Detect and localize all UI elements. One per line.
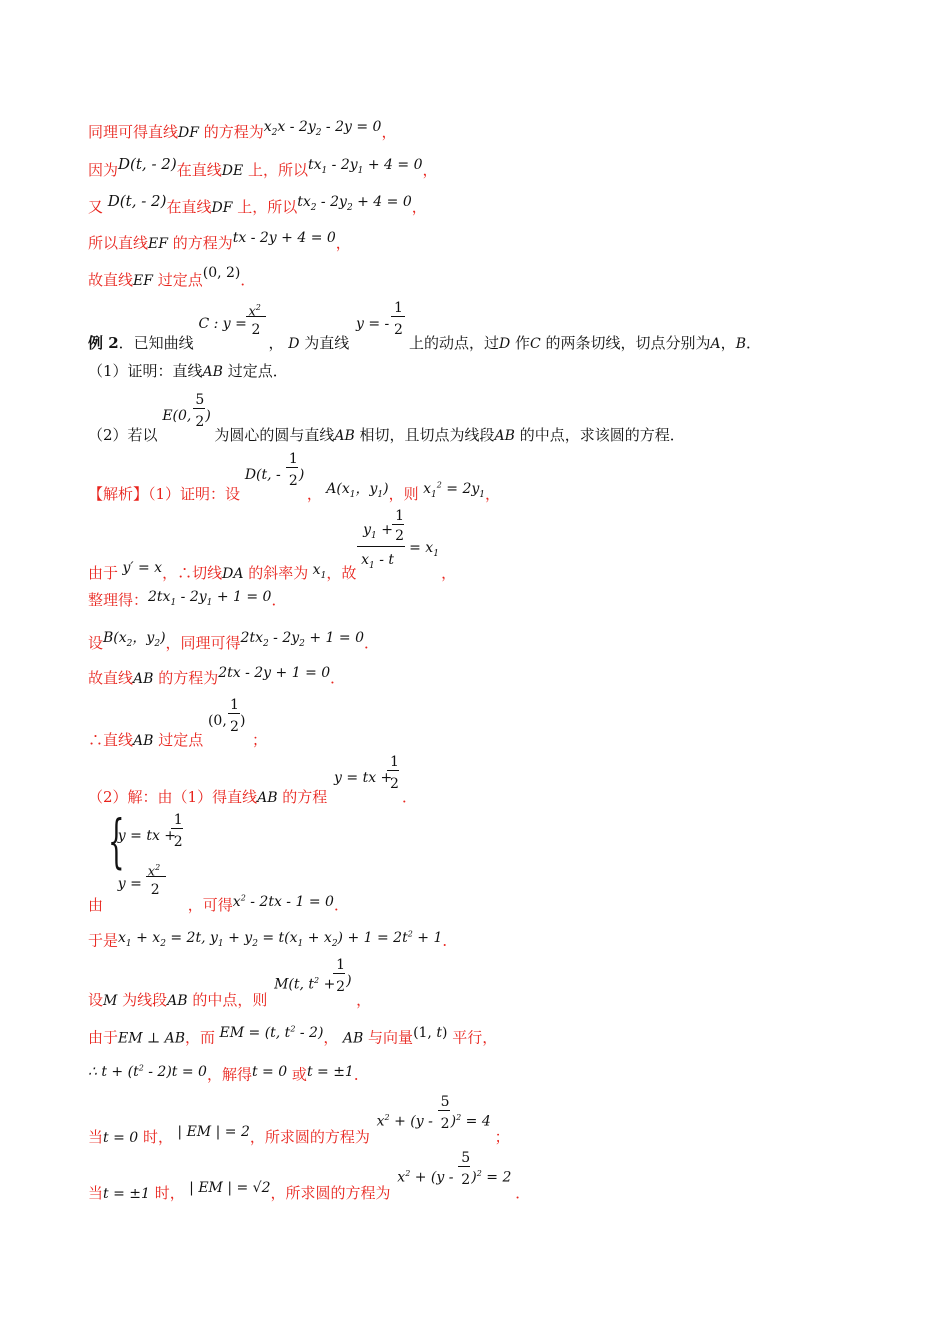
solution-line: 故直线AB 的方程为2tx - 2y + 1 = 0．: [88, 665, 346, 687]
solution-line: 故直线EF 过定点(0, 2)．: [88, 265, 256, 289]
solution-heading: 【解析】（1）证明：设 D(t, - 1 2 ) ， $A(x_1$，$y_1$)，则 $x_1^2 = 2y_1$，: [88, 451, 501, 503]
question-1: （1）证明：直线AB 过定点．: [88, 362, 288, 380]
system-line: 由 { y = tx + 1 2 y = $x^2$ 2 ，可得$x^2 - 2tx - 1 = 0$．: [88, 807, 349, 914]
solution-line: 设$B(x_2$，$y_2$)，同理可得$2tx_2 - 2y_2 + 1 = 0$．: [88, 630, 379, 652]
solution-line: 于是$x_1 + x_2 = 2t$, $y_1 + y_2 = t(x_1 + x_2) + 1 = 2t^2 + 1$．: [88, 929, 458, 950]
question-2: （2）若以 E(0, 5 2 ) 为圆心的圆与直线AB 相切，且切点为线段AB 的中点，求该圆的方程．: [88, 392, 685, 444]
solution-line: 又 D(t, - 2)在直线DF 上，所以$tx_2 - 2y_2 + 4 = 0$，: [88, 192, 427, 216]
solution-line: 由于EM ⊥ AB，而 EM = (t, $t^2 - 2$)， AB 与向量(1, t) 平行，: [88, 1024, 498, 1047]
solution-line: 所以直线EF 的方程为tx - 2y + 4 = 0，: [88, 230, 351, 252]
solution-line: 因为D(t, - 2)在直线DE 上，所以$tx_1 - 2y_1 + 4 = 0$，: [88, 155, 438, 179]
example-2-statement: 例 2．已知曲线 C : y = $x^2$ 2 ， D 为直线 y = - 1 2 上的动点，过D 作C 的两条切线，切点分别为A，B．: [88, 300, 761, 352]
solution-line: 整理得：$2tx_1 - 2y_1 + 1 = 0$．: [88, 589, 287, 609]
text: 同理可得直线: [88, 123, 179, 141]
solution-line: 当t = 0 时， | EM | = 2，所求圆的方程为 $x^2 + (y$ - 5 2 )$^2$ = 4 ；: [88, 1094, 510, 1146]
solution-line: 由于 y′ = x，∴切线DA 的斜率为 $x_1$，故 $y_1$ + 1 2 $x_1$ - t = $x_1$ ，: [88, 508, 457, 582]
solution-line: ∴直线AB 过定点 (0, 1 2 ) ；: [88, 697, 267, 749]
solution-line: 设M 为线段AB 的中点，则 M(t, $t^2$ + 1 2 ) ，: [88, 957, 372, 1009]
solution-line: 当t = ±1 时， | EM | = √2，所求圆的方程为 $x^2 + (y$ - 5 2 )$^2$ = 2 ．: [88, 1150, 531, 1202]
solution-line: ∴ $t + (t^2 - 2)t = 0$，解得t = 0 或t = ±1．: [88, 1063, 369, 1084]
solution-part-2: （2）解：由（1）得直线AB 的方程 y = tx + 1 2 ．: [88, 754, 418, 806]
solution-line: 同理可得直线DF 的方程为$x_2x - 2y_2 - 2y = 0$，: [88, 119, 397, 141]
